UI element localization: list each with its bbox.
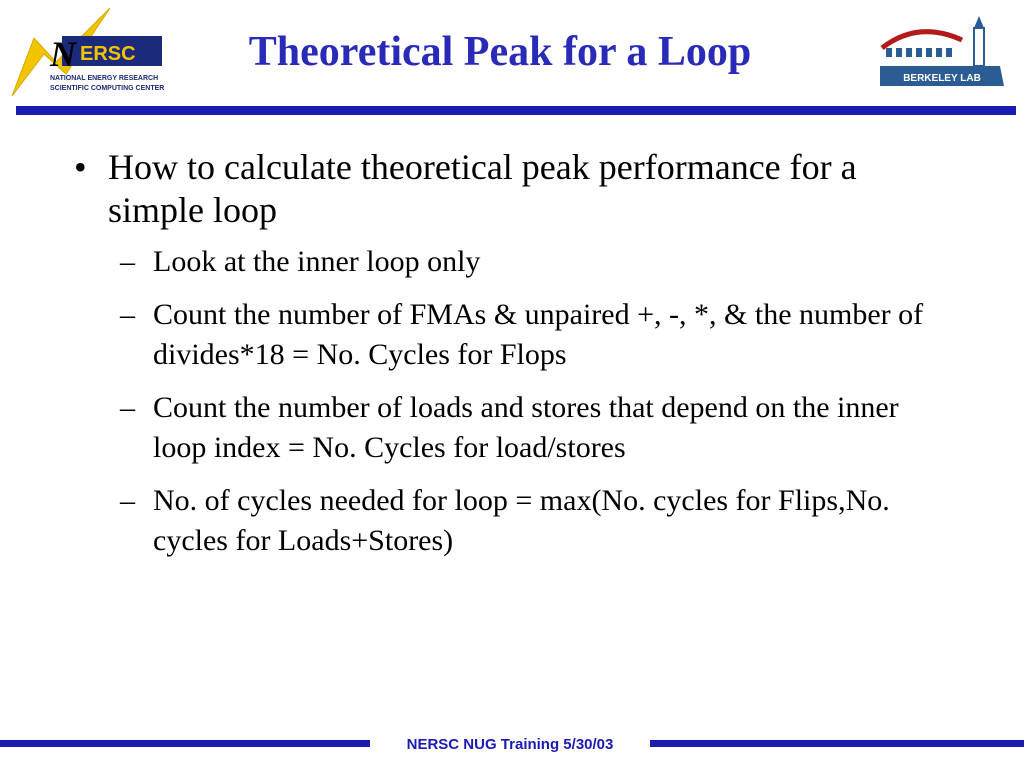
nersc-logo-line2: SCIENTIFIC COMPUTING CENTER	[50, 85, 165, 92]
sub-bullet-text: Look at the inner loop only	[153, 245, 481, 278]
header-rule	[16, 106, 1016, 115]
sub-bullet-text: Count the number of FMAs & unpaired +, -, *, & the number of divides*18 = No. Cycles for Flops	[153, 298, 924, 371]
dash-marker: –	[120, 391, 135, 424]
footer-rule-left	[0, 740, 370, 747]
bullet-marker: •	[74, 147, 87, 187]
sub-bullet-list	[60, 242, 940, 561]
dash-marker: –	[120, 484, 135, 517]
sub-bullet-item	[108, 295, 940, 375]
nersc-logo-word: ERSC	[80, 43, 136, 65]
dash-marker: –	[120, 245, 135, 278]
dash-marker: –	[120, 298, 135, 331]
slide-title: Theoretical Peak for a Loop	[248, 29, 752, 75]
sub-bullet-text: Count the number of loads and stores that depend on the inner loop index = No. Cycles for load/stores	[153, 391, 899, 464]
sub-bullet-text: No. of cycles needed for loop = max(No. cycles for Flips,No. cycles for Loads+Stores)	[153, 484, 890, 557]
sub-bullet-item	[108, 242, 940, 282]
berkeley-lab-logo-text: BERKELEY LAB	[903, 73, 981, 84]
nersc-logo-line1: NATIONAL ENERGY RESEARCH	[50, 75, 159, 82]
bullet-item	[60, 146, 940, 232]
bullet-text: How to calculate theoretical peak performance for a simple loop	[108, 147, 857, 230]
svg-text:N: N	[50, 34, 76, 74]
footer-rule-right	[650, 740, 1024, 747]
berkeley-lab-logo	[878, 14, 1008, 96]
footer-text: NERSC NUG Training 5/30/03	[406, 736, 614, 753]
sub-bullet-item	[108, 481, 940, 561]
sub-bullet-item	[108, 388, 940, 468]
slide-content	[60, 146, 940, 574]
